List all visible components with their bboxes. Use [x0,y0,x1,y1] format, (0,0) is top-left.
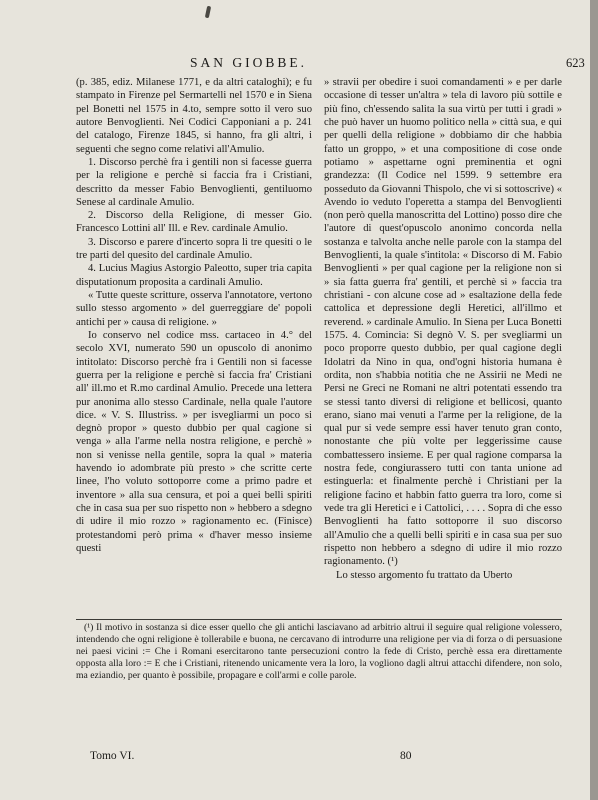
paragraph: 2. Discorso della Religione, di messer Gio. Francesco Lottini all' Ill. e Rev. cardinale Amulio. [76,210,312,235]
ink-blot [205,6,211,19]
right-column [324,76,562,582]
page-edge-shadow [590,0,598,800]
footnote-divider [76,619,562,620]
footnote-text: (¹) Il motivo in sostanza si dice esser quello che gli antichi lasciavano ad arbitrio altrui il seguire qual religione volessero, intendendo che ogni religione è tollerabile e buona, ne cercavano di introdurre una religione per via di forza o di persuasione nei paesi vicini := Che i Romani esercitarono tante persecuzioni contro la fede di Cristo, perchè essa era direttamente opposta alla loro := E che i Cristiani, ritenendo unicamente vera la loro, la vogliono dagli altrui attacchi difendere, non solo, ma eziandio, per quanto è possibile, propagare e coll'armi e colle parole. [76,622,562,682]
quoted-paragraph: « Tutte queste scritture, osserva l'annotatore, vertono sullo stesso argomento » del guerreggiare de' popoli antichi per » causa di religione. » [76,290,312,328]
paragraph: (p. 385, ediz. Milanese 1771, e da altri cataloghi); e fu stampato in Firenze pel Sermartelli nel 1570 e in Siena pel Bonetti nel 1575 in 4.to, sempre sotto il vero suo autore Benvoglienti. Nei Codici Capponiani a p. 241 del catalogo, Firenze 1845, si hanno, fra gli altri, i seguenti che segno come relativi all'Amulio. [76,77,312,155]
paragraph: Io conservo nel codice mss. cartaceo in 4.° del secolo XVI, numerato 590 un opuscolo di anonimo intitolato: Discorso perchè fra i Gentili non si facesse guerra per la religione e perchè si faccia fra' Cristiani all' ill.mo et R.mo cardinal Amulio. Precede una lettera pur anonima allo stesso Cardinale, nella quale l'autore dice. « V. S. Illustriss. » per isvegliarmi un poco si degnò propor » questo dubbio per qual cagione si venga » alla l'arme nella nostra religione, e perchè » non si venisse nella gentile, sopra la qual » materia havendo io adombrate più presto » che scritte certe linee, l'ho voluto sottoporre come a primo padre et inventore » alla sua censura, et poi a quei belli spiriti che in casa sua per suo rispetto non » hebbero a sdegno di udire il mio rozzo » ragionamento ec. (Finisce) protestandomi però prima « d'haver messo insieme questi [76,329,312,554]
signature-mark: 80 [400,750,412,762]
paragraph: Lo stesso argomento fu trattato da Uberto [336,569,513,581]
page-number: 623 [566,56,585,70]
paragraph: » stravii per obedire i suoi comandamenti » e per darle occasione di tesser un'altra » tela di lavoro più sottile e più fino, ch'essendo salita la sua virtù per tutti i gradi » che può haver un huomo politico nella » città sua, e qui per quelli della religione » dobbiamo dir che habbia fatto un groppo, » et una compositione di cose onde potiamo » aspettarne ogni preminentia et ogni grandezza: (Il Codice nel 1599. 9 settembre era posseduto da Giovanni Thispolo, che vi si sottoscrive) « Avendo io veduto l'operetta a stampa del Benvoglienti (non però quella manoscritta del Lottino) posso dire che l'autore di quest'opuscolo anonimo concorda nella sostanza e talvolta anche nelle parole con la stampa del Benvoglienti, la quale s'intitola: « Discorso di M. Fabio Benvoglienti » per qual cagione per la religione non si » sia fatta guerra fra' gentili, et perchè si » faccia tra christiani - con alcune cose ad » esaltazione della fede cattolica et depressione degli Heretici, all'illmo et reverend. » cardinale Amulio. In Siena per Luca Bonetti 1575. 4. Comincia: Si degnò V. S. per svegliarmi un poco proporre questo dubbio, per qual cagione degli Idolatri da Nino in qua, ond'ogni historia humana è ordita, non s'habbia notitia che ne Assirii ne Medi ne Persi ne Greci ne Romani ne altri potentati essendo tra se stessi tanto diversi di religione et bellicosi, quanto erano, siano mai venuti a l'arme per la religione, de la qual pur si vede sempre essi haver tenuto gran conto, nonostante che più volte per leggerissime cause combattessero insieme. E per qual ragione comparsa la nostra fede, congiurassero tutti con tanta unione ad estinguerla: et finalmente perchè i Christiani per la religione facino et habbin fatto guerra tra loro, come si vede tra gli Heretici e i Cattolici, . . . . Sopra di che esso Benvoglienti ha fatto sottoporre il suo discorso all'Amulio che a quelli belli spiriti e in casa sua per suo rispetto non hebbero a sdegno di udire il mio rozzo ragionamento. (¹) [324,77,562,568]
footnote [76,622,562,682]
paragraph: 1. Discorso perchè fra i gentili non si facesse guerra per la religione e perchè si faccia fra i Cristiani, descritto da messer Fabio Benvoglienti, gentiluomo Senese al cardinale Amulio. [76,156,312,208]
left-column [76,76,312,555]
running-title: SAN GIOBBE. [190,55,308,70]
volume-label: Tomo VI. [90,750,135,762]
paragraph: 4. Lucius Magius Astorgio Paleotto, super tria capita disputationum proposita a cardinali Amulio. [76,263,312,288]
running-header [0,55,598,73]
paragraph: 3. Discorso e parere d'incerto sopra li tre quesiti o le tre parti del quesito del cardinale Amulio. [76,236,312,262]
